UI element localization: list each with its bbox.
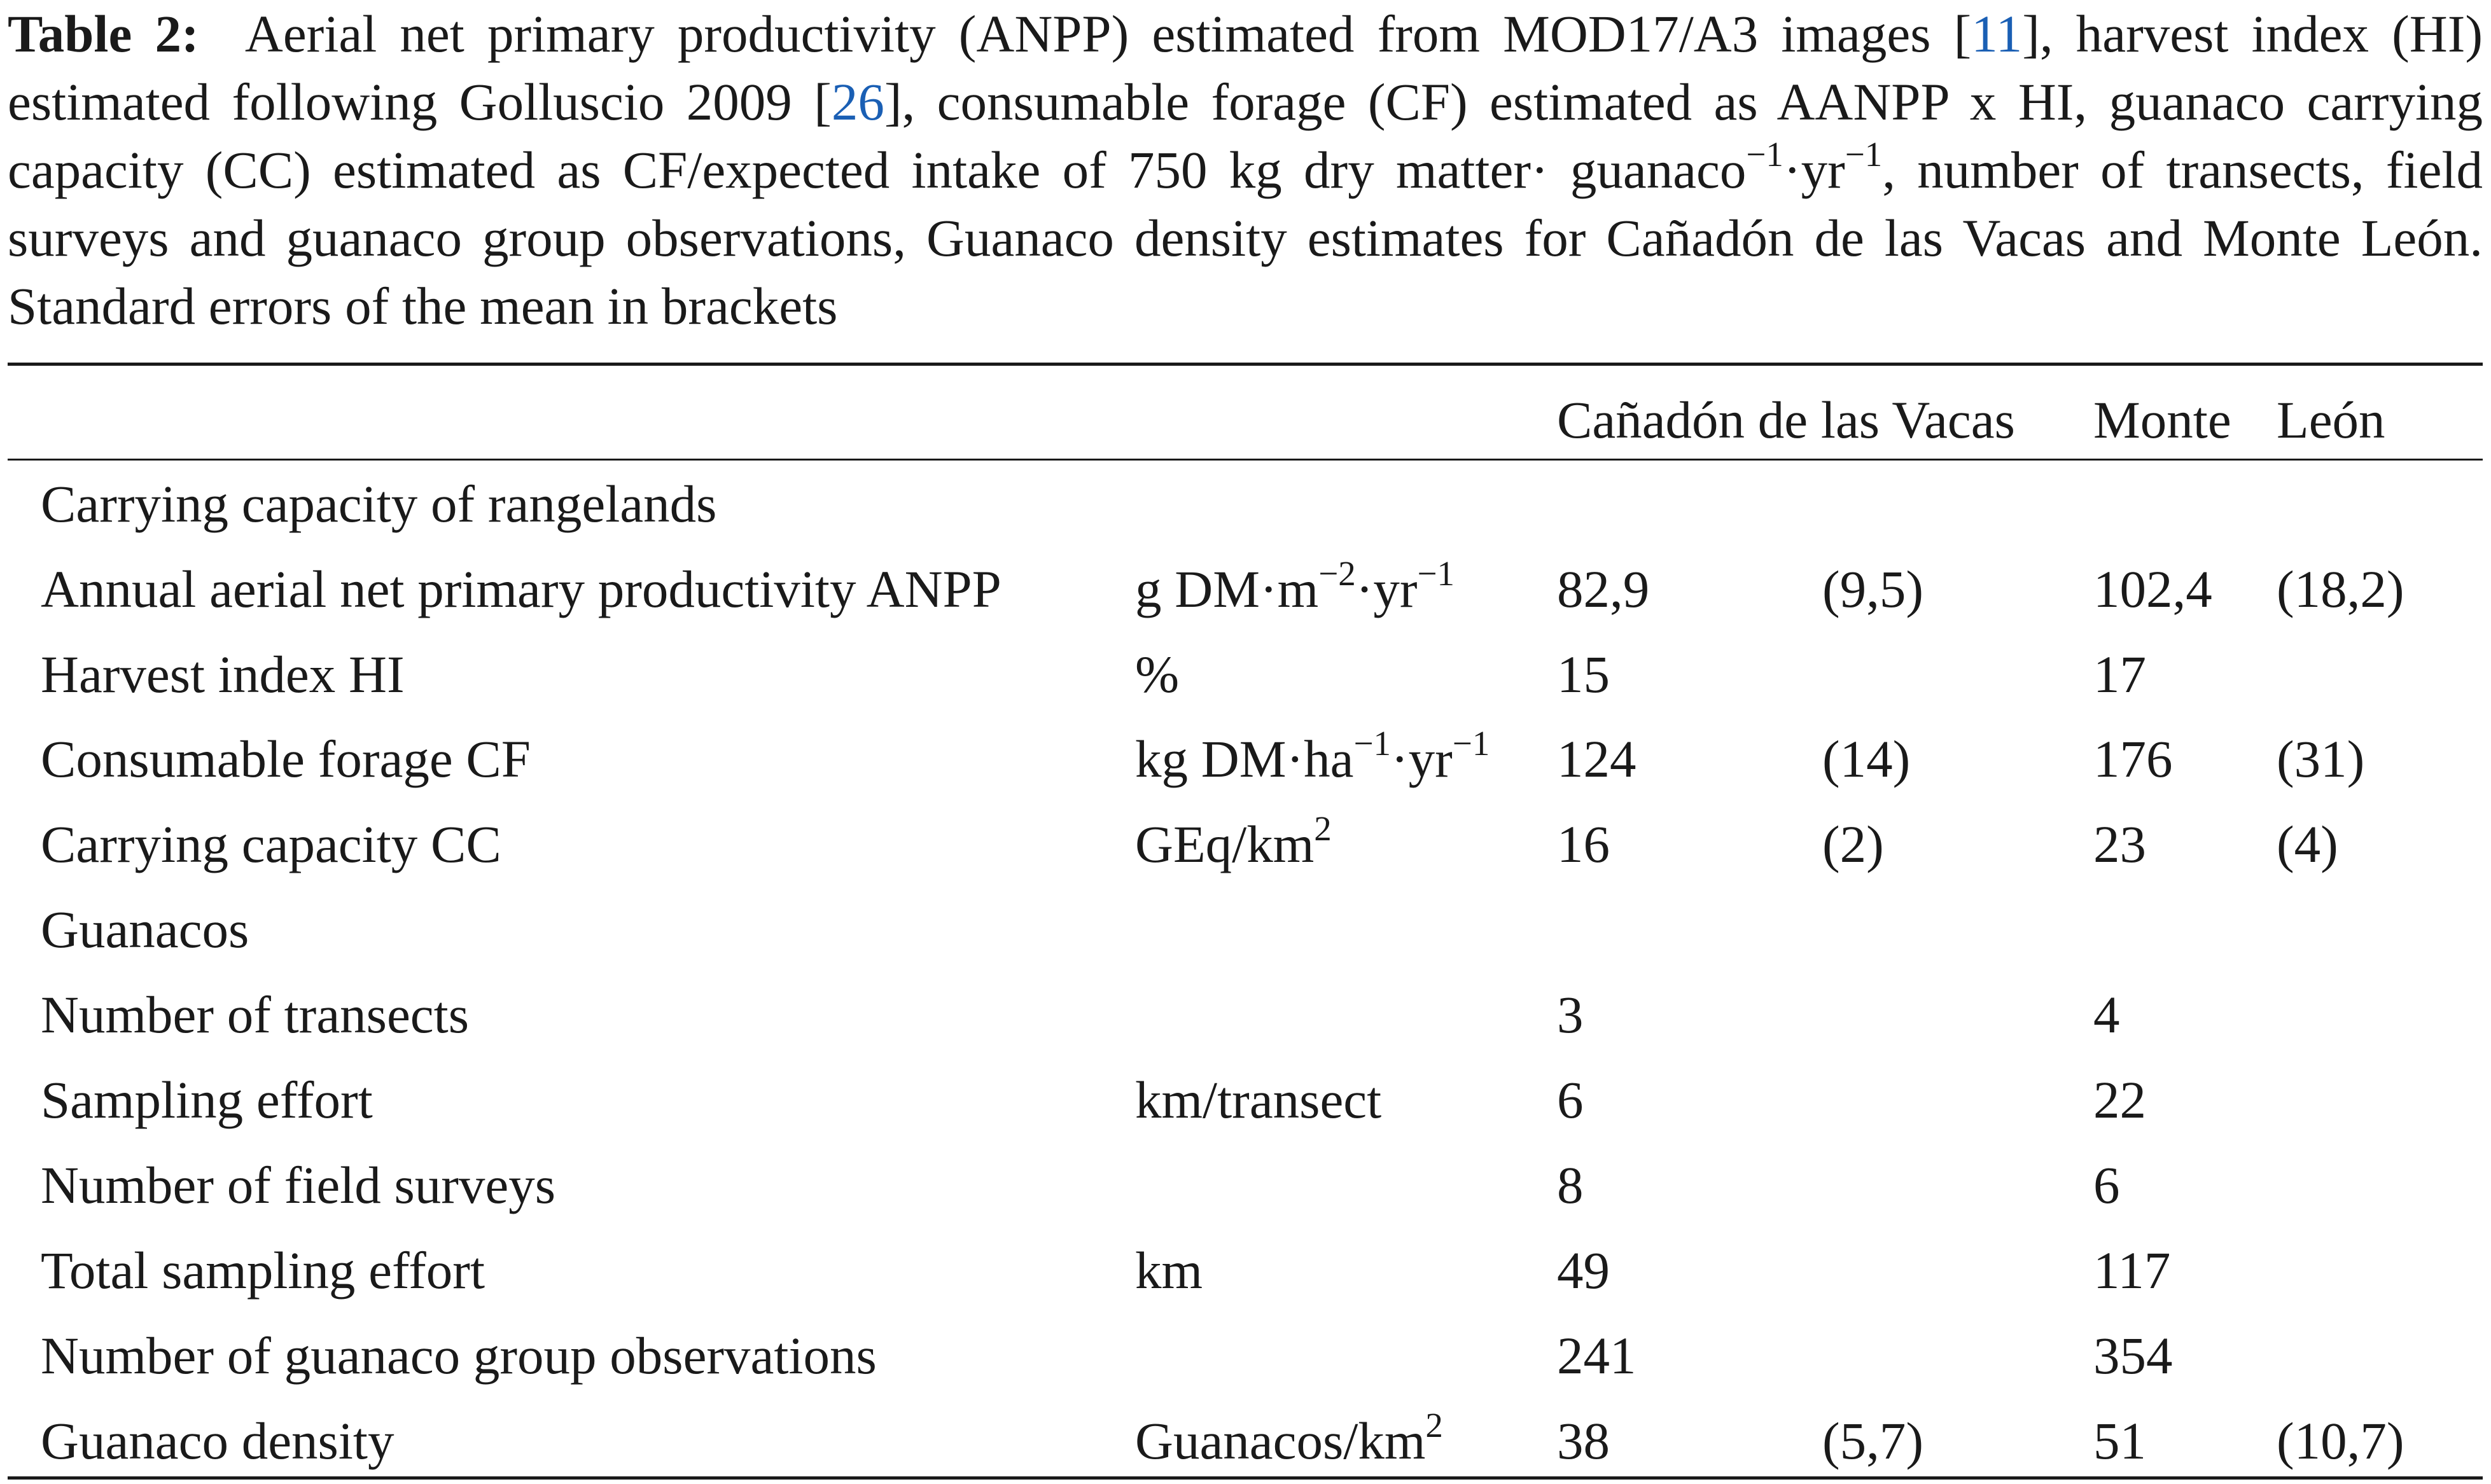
row-unit-sampling-effort: km/transect bbox=[1135, 1071, 1382, 1129]
value-hi-canadon: 15 bbox=[1557, 645, 1610, 704]
value-sampling-monte-leon: 22 bbox=[2093, 1071, 2146, 1129]
column-header-leon: León bbox=[2277, 391, 2385, 449]
table-bottom-rule bbox=[8, 1476, 2483, 1480]
reference-link-26[interactable]: 26 bbox=[831, 73, 884, 131]
caption-text-2: ], harvest index (HI) estimated following Golluscio 2009 [ bbox=[8, 4, 2483, 131]
row-label-field-surveys: Number of field surveys bbox=[41, 1156, 556, 1214]
row-label-cf: Consumable forage CF bbox=[41, 730, 531, 788]
section-heading-carrying-capacity: Carrying capacity of rangelands bbox=[41, 475, 717, 533]
table-label: Table 2: bbox=[8, 4, 199, 63]
row-unit-hi: % bbox=[1135, 645, 1180, 704]
value-groups-canadon: 241 bbox=[1557, 1326, 1636, 1385]
row-label-group-observations: Number of guanaco group observations bbox=[41, 1326, 877, 1385]
row-label-guanaco-density: Guanaco density bbox=[41, 1411, 394, 1470]
row-unit-cc: GEq/$km^2$ bbox=[1135, 808, 1332, 873]
column-header-monte: Monte bbox=[2093, 391, 2231, 449]
value-surveys-canadon: 8 bbox=[1557, 1156, 1584, 1214]
caption-text-5: , number of transects, field surveys and guanaco group observations, Guanaco density estimates for Cañadón de las Vacas and Monte León. Standard errors of the mean in brackets bbox=[8, 141, 2483, 335]
se-anpp-monte-leon: (18,2) bbox=[2277, 560, 2404, 618]
se-cf-canadon: (14) bbox=[1822, 730, 1911, 788]
value-groups-monte-leon: 354 bbox=[2093, 1326, 2173, 1385]
se-anpp-canadon: (9,5) bbox=[1822, 560, 1924, 618]
value-sampling-canadon: 6 bbox=[1557, 1071, 1584, 1129]
table-caption bbox=[8, 0, 2483, 340]
caption-text-1: Aerial net primary productivity (ANPP) estimated from MOD17/A3 images [ bbox=[244, 4, 1972, 63]
value-cc-canadon: 16 bbox=[1557, 815, 1610, 873]
value-anpp-monte-leon: 102,4 bbox=[2093, 560, 2212, 618]
se-cc-monte-leon: (4) bbox=[2277, 815, 2338, 873]
value-surveys-monte-leon: 6 bbox=[2093, 1156, 2120, 1214]
value-anpp-canadon: 82,9 bbox=[1557, 560, 1650, 618]
row-unit-anpp: g $DM\cdot m^{-2}\cdot yr^{-1}$ bbox=[1135, 553, 1455, 618]
row-label-anpp: Annual aerial net primary productivity ANPP bbox=[41, 560, 1001, 618]
se-cc-canadon: (2) bbox=[1822, 815, 1884, 873]
table-top-rule bbox=[8, 363, 2483, 366]
row-label-hi: Harvest index HI bbox=[41, 645, 405, 704]
value-density-monte-leon: 51 bbox=[2093, 1411, 2146, 1470]
value-cf-canadon: 124 bbox=[1557, 730, 1636, 788]
caption-superscript-1: −1 bbox=[1746, 134, 1783, 174]
se-cf-monte-leon: (31) bbox=[2277, 730, 2365, 788]
caption-superscript-2: −1 bbox=[1845, 134, 1883, 174]
row-label-cc: Carrying capacity CC bbox=[41, 815, 501, 873]
reference-link-11[interactable]: 11 bbox=[1971, 4, 2023, 63]
value-total-monte-leon: 117 bbox=[2093, 1241, 2171, 1300]
value-total-canadon: 49 bbox=[1557, 1241, 1610, 1300]
column-header-canadon: Cañadón de las Vacas bbox=[1557, 391, 2015, 449]
row-label-sampling-effort: Sampling effort bbox=[41, 1071, 373, 1129]
value-hi-monte-leon: 17 bbox=[2093, 645, 2146, 704]
row-unit-total-sampling: km bbox=[1135, 1241, 1203, 1300]
row-unit-guanaco-density: Guanacos/$km^2$ bbox=[1135, 1405, 1443, 1470]
section-heading-guanacos: Guanacos bbox=[41, 900, 249, 959]
value-density-canadon: 38 bbox=[1557, 1411, 1610, 1470]
se-density-monte-leon: (10,7) bbox=[2277, 1411, 2404, 1470]
value-cf-monte-leon: 176 bbox=[2093, 730, 2173, 788]
value-transects-canadon: 3 bbox=[1557, 985, 1584, 1044]
caption-text-4: ·yr bbox=[1783, 141, 1845, 199]
value-transects-monte-leon: 4 bbox=[2093, 985, 2120, 1044]
value-cc-monte-leon: 23 bbox=[2093, 815, 2146, 873]
se-density-canadon: (5,7) bbox=[1822, 1411, 1924, 1470]
row-label-total-sampling: Total sampling effort bbox=[41, 1241, 485, 1300]
caption-text-3: ], consumable forage (CF) estimated as AANPP x HI, guanaco carrying capacity (CC) estimated as CF/expected intake of 750 kg dry matter· guanaco bbox=[8, 73, 2483, 199]
table-header-rule bbox=[8, 459, 2483, 461]
row-unit-cf: kg $DM\cdot ha^{-1}\cdot yr^{-1}$ bbox=[1135, 723, 1490, 788]
row-label-transects: Number of transects bbox=[41, 985, 469, 1044]
